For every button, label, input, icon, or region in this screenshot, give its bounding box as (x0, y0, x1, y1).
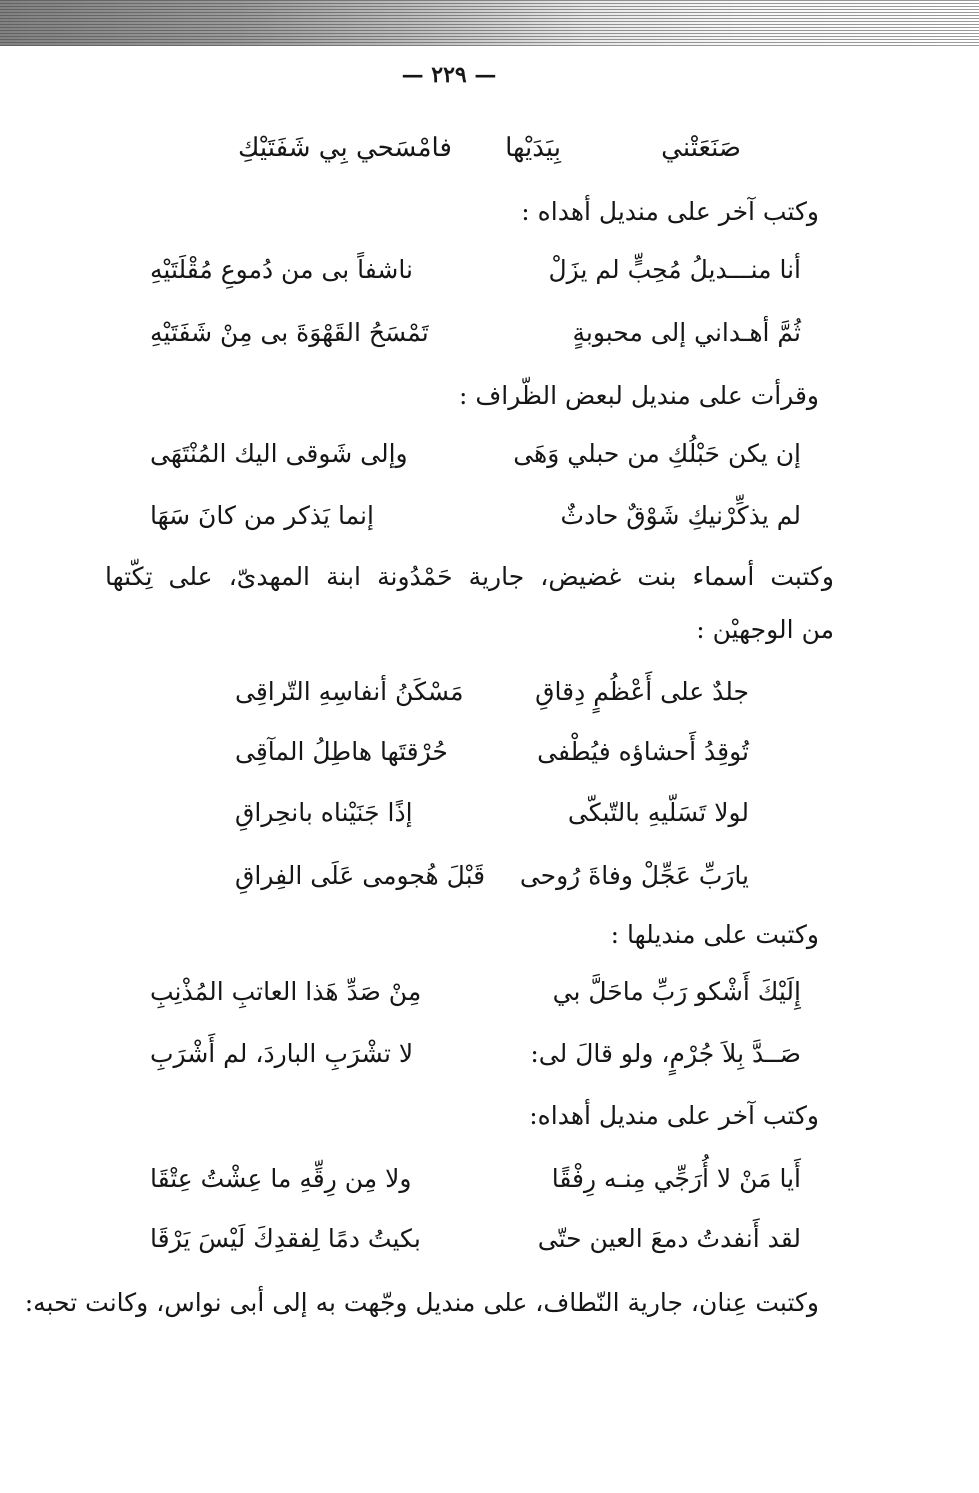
verse-word: فامْسَحي بِي شَفَتَيْكِ (238, 133, 452, 163)
prose-line: وقرأت على منديل لبعض الظّراف : (458, 381, 819, 410)
prose-line: وكتب آخر على منديل أهداه : (521, 197, 819, 226)
prose-line: وكتب آخر على منديل أهداه: (529, 1101, 819, 1130)
verse-hemistich-first: لقد أَنفدتُ دمعَ العين حتّى (537, 1224, 801, 1253)
verse-hemistich-first: أَيا مَنْ لا أُرَجِّي مِنـه رِفْقًا (551, 1164, 801, 1193)
verse-hemistich-second: ناشفاً بى من دُموعِ مُقْلَتَيْهِ (150, 255, 413, 284)
prose-line: وكتبت على منديلها : (610, 920, 819, 949)
verse-hemistich-second: لا تشْرَبِ الباردَ، لم أَشْرَبِ (150, 1039, 414, 1068)
verse-word: بِيَدَيْها (505, 133, 561, 163)
verse-line (150, 972, 801, 1012)
verse-line (150, 1159, 801, 1199)
verse-line (150, 1034, 801, 1074)
verse-hemistich-first: ثُمَّ أهـداني إلى محبوبةٍ (572, 318, 801, 347)
verse-line (235, 672, 749, 712)
verse-hemistich-first: إِلَيْكَ أَشْكو رَبِّ ماحَلَّ بي (552, 977, 801, 1006)
verse-hemistich-first: يارَبِّ عَجِّلْ وفاةَ رُوحى (519, 861, 749, 890)
verse-hemistich-first: جلدٌ على أَعْظُمٍ دِقاقِ (535, 677, 749, 706)
verse-hemistich-second: مَسْكَنُ أنفاسِهِ التّراقِى (235, 677, 464, 706)
verse-word: صَنَعَتْني (661, 133, 741, 163)
verse-line (235, 856, 749, 896)
verse-line-top (238, 128, 741, 168)
verse-hemistich-first: لولا تَسَلّيهِ بالتّبكّى (567, 798, 749, 827)
prose-line: من الوجهيْن : (696, 615, 834, 644)
verse-hemistich-first: إن يكن حَبْلُكِ من حبلي وَهَى (513, 439, 801, 468)
verse-hemistich-first: لم يذكِّرْنيكِ شَوْقٌ حادثٌ (560, 501, 801, 530)
verse-hemistich-first: أنا منـــديلُ مُحِبٍّ لم يزَلْ (548, 255, 801, 284)
verse-hemistich-first: صَــدَّ بِلاَ جُرْمٍ، ولو قالَ لى: (530, 1039, 801, 1068)
verse-line (150, 496, 801, 536)
verse-line (150, 434, 801, 474)
verse-hemistich-second: حُرْقتَها هاطِلُ المآقِى (235, 737, 448, 766)
verse-line (150, 250, 801, 290)
verse-hemistich-second: إذًا جَنَيْناه بانحِراقِ (235, 798, 413, 827)
scan-edge-artifact (0, 0, 979, 46)
prose-line: وكتبت عِنان، جارية النّطاف، على منديل وجّهت به إلى أبى نواس، وكانت تحبه: (24, 1288, 819, 1317)
verse-line (235, 793, 749, 833)
verse-line (235, 732, 749, 772)
page-number: — ٢٢٩ — (401, 62, 497, 88)
verse-hemistich-second: مِنْ صَدِّ هَذا العاتبِ المُذْنِبِ (150, 977, 422, 1006)
verse-hemistich-second: وإلى شَوقى اليك المُنْتَهَى (150, 439, 408, 468)
verse-hemistich-second: ولا مِن رِقِّهِ ما عِشْتُ عِتْقَا (150, 1164, 412, 1193)
prose-line: وكتبت أسماء بنت غضيض، جارية حَمْدُونة ابنة المهدىّ، على تِكّتها (105, 562, 834, 591)
verse-hemistich-second: بكيتُ دمًا لِفقدِكَ لَيْسَ يَرْقَا (150, 1224, 421, 1253)
verse-line (150, 313, 801, 353)
verse-hemistich-second: إنما يَذكر من كانَ سَهَا (150, 501, 374, 530)
verse-hemistich-first: تُوقِدُ أَحشاؤه فيُطْفى (537, 737, 749, 766)
verse-hemistich-second: قَبْلَ هُجومى عَلَى الفِراقِ (235, 861, 486, 890)
verse-line (150, 1219, 801, 1259)
verse-hemistich-second: تَمْسَحُ القَهْوَةَ بى مِنْ شَفَتَيْهِ (150, 318, 429, 347)
